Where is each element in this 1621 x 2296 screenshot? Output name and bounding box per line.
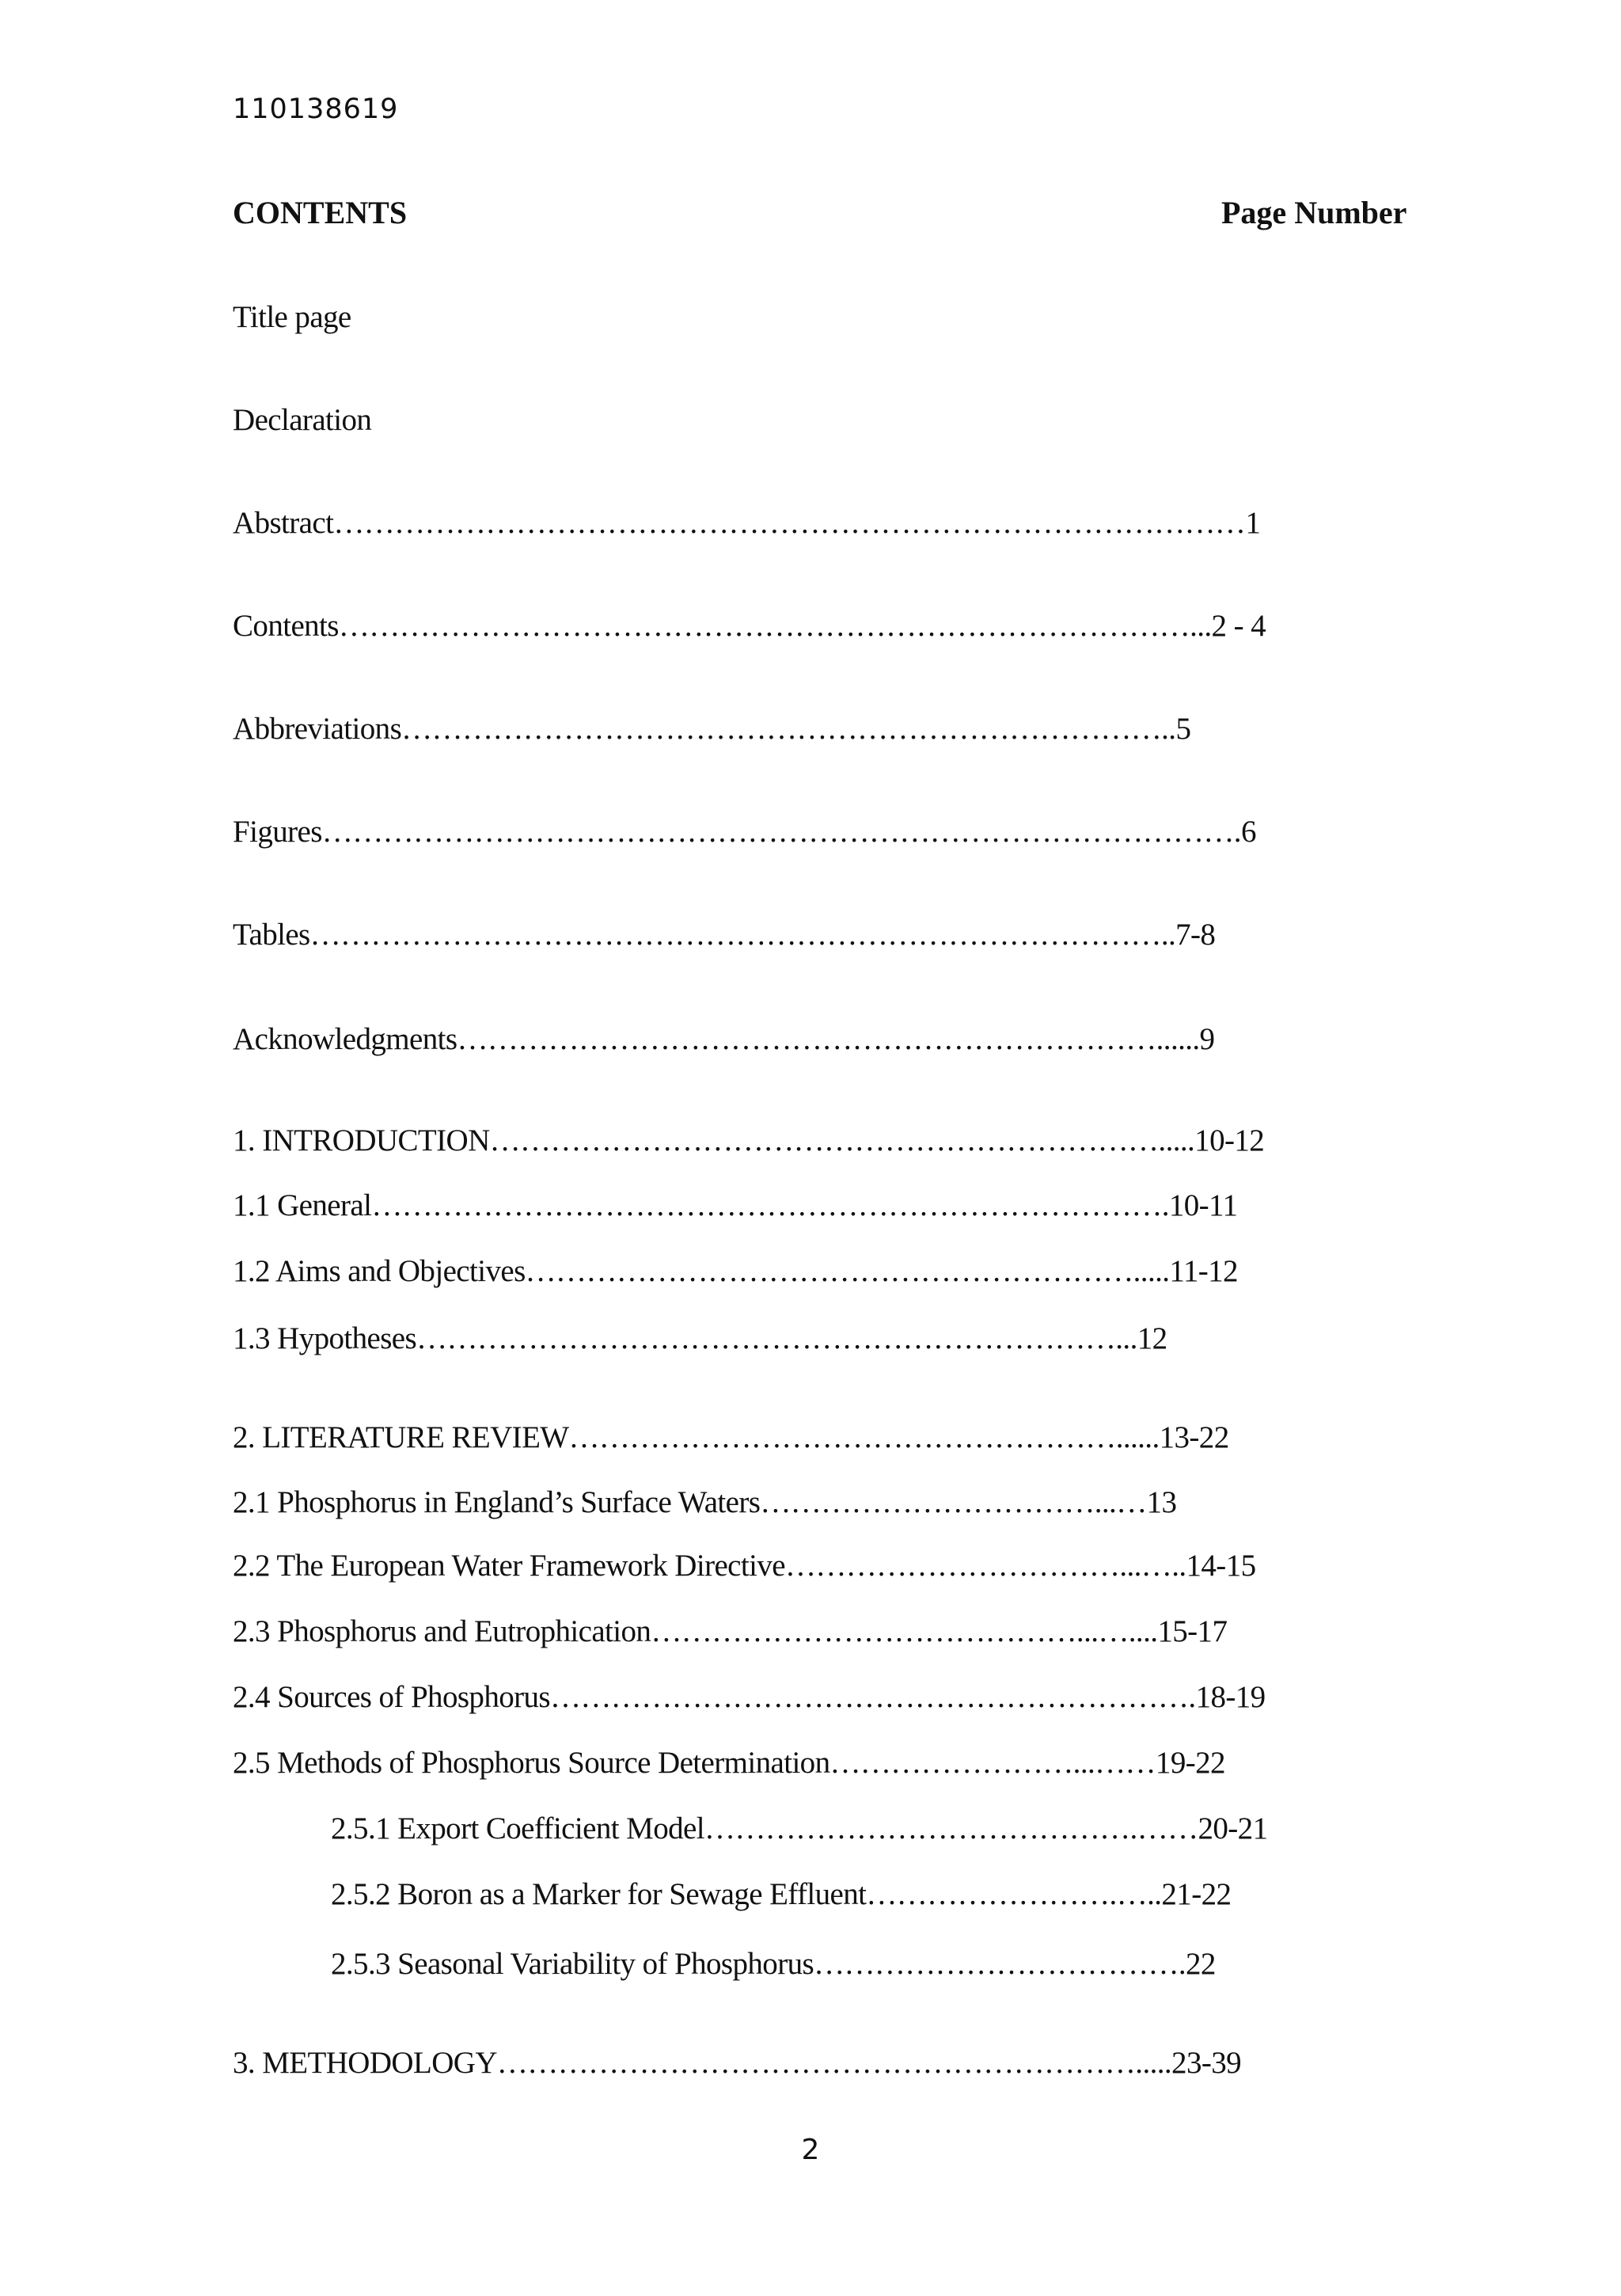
toc-entry-figures: Figures……………………………………………………………………………….6 [233,815,1256,849]
toc-entry-phosphorus-surface-waters: 2.1 Phosphorus in England’s Surface Waters……………………………...…13 [233,1485,1177,1519]
toc-entry-boron-marker: 2.5.2 Boron as a Marker for Sewage Effluent…………………….…..21-22 [331,1877,1232,1911]
toc-entry-methodology: 3. METHODOLOGY……………………………………………………….....23-39 [233,2046,1242,2080]
toc-entry-phosphorus-eutrophication: 2.3 Phosphorus and Eutrophication……………………………………...…....15-17 [233,1614,1228,1648]
page-number-heading: Page Number [1221,195,1407,230]
toc-entry-export-coefficient: 2.5.1 Export Coefficient Model…………………………………….……20-21 [331,1811,1268,1846]
toc-entry-abbreviations: Abbreviations…………………………………………………………………..5 [233,712,1191,746]
toc-entry-general: 1.1 General…………………………………………………………………….10-11 [233,1188,1238,1222]
toc-entry-source-determination: 2.5 Methods of Phosphorus Source Determination……………………...……19-22 [233,1746,1225,1780]
toc-entry-sources-phosphorus: 2.4 Sources of Phosphorus……………………………………………………….18-19 [233,1680,1266,1714]
toc-entry-declaration: Declaration [233,403,372,437]
toc-entry-contents: Contents…………………………………………………………………………...2 - 4 [233,609,1266,643]
toc-entry-aims-objectives: 1.2 Aims and Objectives…………………………………………………….....11-12 [233,1254,1238,1288]
toc-entry-title-page: Title page [233,300,351,334]
contents-heading: CONTENTS [233,195,408,230]
toc-entry-abstract: Abstract………………………………………………………………………………1 [233,506,1261,540]
toc-entry-tables: Tables…………………………………………………………………………..7-8 [233,918,1216,952]
toc-entry-literature-review: 2. LITERATURE REVIEW………………………………………………......13-22 [233,1420,1229,1454]
toc-entry-water-framework-directive: 2.2 The European Water Framework Directive……………………………...…..14-15 [233,1549,1256,1583]
toc-entry-introduction: 1. INTRODUCTION………………………………………………………….....10-12 [233,1123,1265,1158]
toc-entry-hypotheses: 1.3 Hypotheses……………………………………………………………...12 [233,1321,1167,1355]
page-number: 2 [801,2134,820,2166]
toc-entry-seasonal-variability: 2.5.3 Seasonal Variability of Phosphorus……………………………….22 [331,1947,1216,1981]
student-id: 110138619 [233,93,399,125]
toc-entry-acknowledgments: Acknowledgments……………………………………………………………......9 [233,1022,1215,1056]
